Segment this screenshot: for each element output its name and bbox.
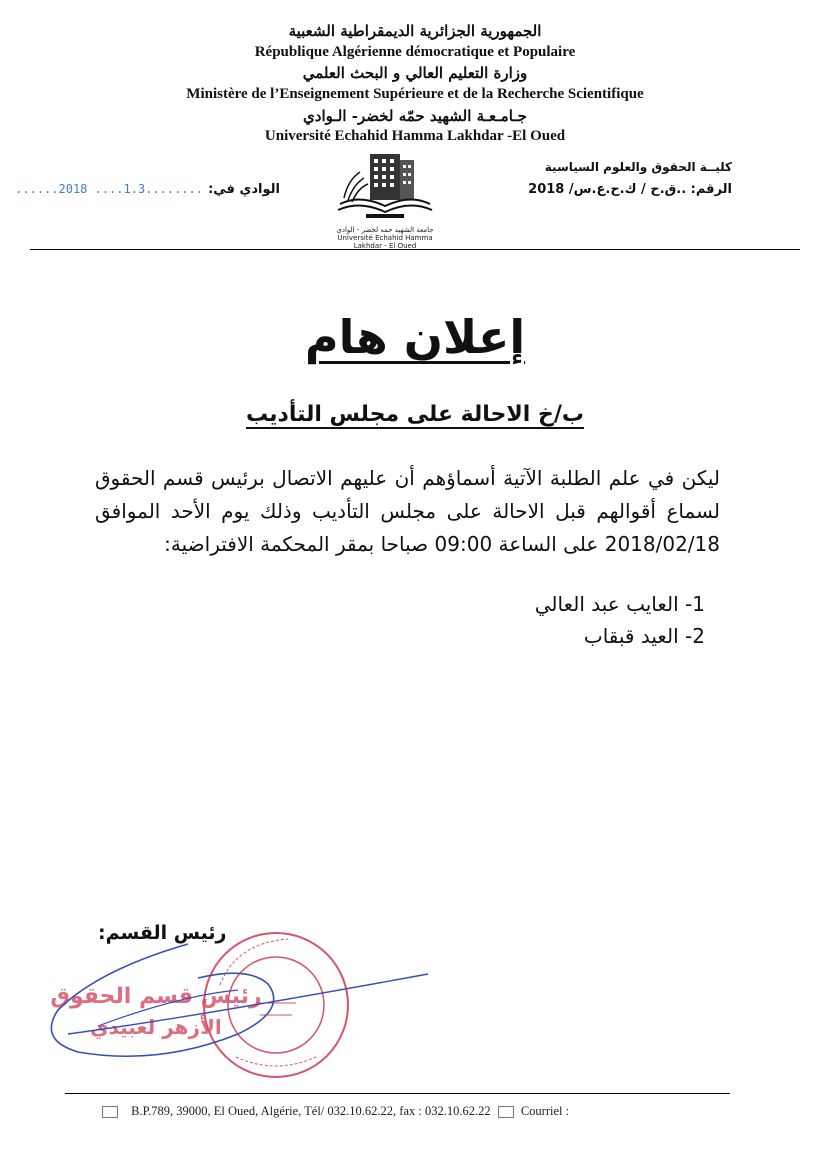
notice-paragraph: ليكن في علم الطلبة الآتية أسماؤهم أن عليهم الاتصال برئيس قسم الحقوق لسماع أقوالهم قبل الاحالة على مجلس التأديب وذلك يوم الأحد الموافق 2018/02/18 على الساعة 09:00 صباحا بمقر المحكمة الافتراضية: xyxy=(95,466,720,556)
ministry-fr: Ministère de l’Enseignement Supérieure et de la Recherche Scientifique xyxy=(186,86,644,102)
handwritten-signature xyxy=(38,930,438,1070)
list-item: 1- العايب عبد العالي xyxy=(534,592,705,616)
header-divider xyxy=(30,249,800,250)
republic-fr: République Algérienne démocratique et Populaire xyxy=(254,44,576,60)
footer-divider xyxy=(65,1093,730,1094)
list-item: 2- العيد قبقاب xyxy=(583,624,705,648)
reference-number: الرقم: ..ق.ح / ك.ح.ع.س/ 2018 xyxy=(528,182,732,197)
footer-courriel: Courriel : xyxy=(520,1104,570,1118)
place-date xyxy=(15,178,280,197)
faculty-name: كليــة الحقوق والعلوم السياسية xyxy=(544,160,732,174)
university-logo xyxy=(330,150,440,250)
signature-label: رئيس القسم: xyxy=(98,922,227,944)
notice-title: إعلان هام xyxy=(304,310,526,364)
logo-caption-fr: Université Echahid Hamma Lakhdar - El Oued xyxy=(337,234,433,250)
notice-subject: ب/خ الاحالة على مجلس التأديب xyxy=(246,402,584,427)
place-date-label: الوادي في: xyxy=(208,182,280,197)
stamp-line2: الأزهر لعبيدي xyxy=(90,1015,222,1039)
university-ar: جـامـعـة الشهيد حمّه لخضر- الـوادي xyxy=(303,107,527,125)
logo-caption-ar: جامعة الشهيد حمه لخضر - الوادي xyxy=(336,226,434,234)
email-icon xyxy=(498,1106,514,1118)
place-date-value: ......2018 ....1.3........ xyxy=(15,182,203,196)
student-list xyxy=(305,588,705,652)
university-fr: Université Echahid Hamma Lakhdar -El Oued xyxy=(264,128,566,144)
ministry-ar: وزارة التعليم العالي و البحث العلمي xyxy=(302,64,528,82)
signature-icon xyxy=(38,930,438,1070)
stamp-line1: رئيس قسم الحقوق xyxy=(50,984,262,1009)
footer-address: B.P.789, 39000, El Oued, Algérie, Tél/ 032.10.62.22, fax : 032.10.62.22 xyxy=(131,1104,491,1118)
mailbox-icon xyxy=(102,1106,118,1118)
republic-ar: الجمهورية الجزائرية الديمقراطية الشعبية xyxy=(288,22,542,40)
footer-contact xyxy=(102,1104,569,1119)
university-logo-icon xyxy=(330,150,440,222)
